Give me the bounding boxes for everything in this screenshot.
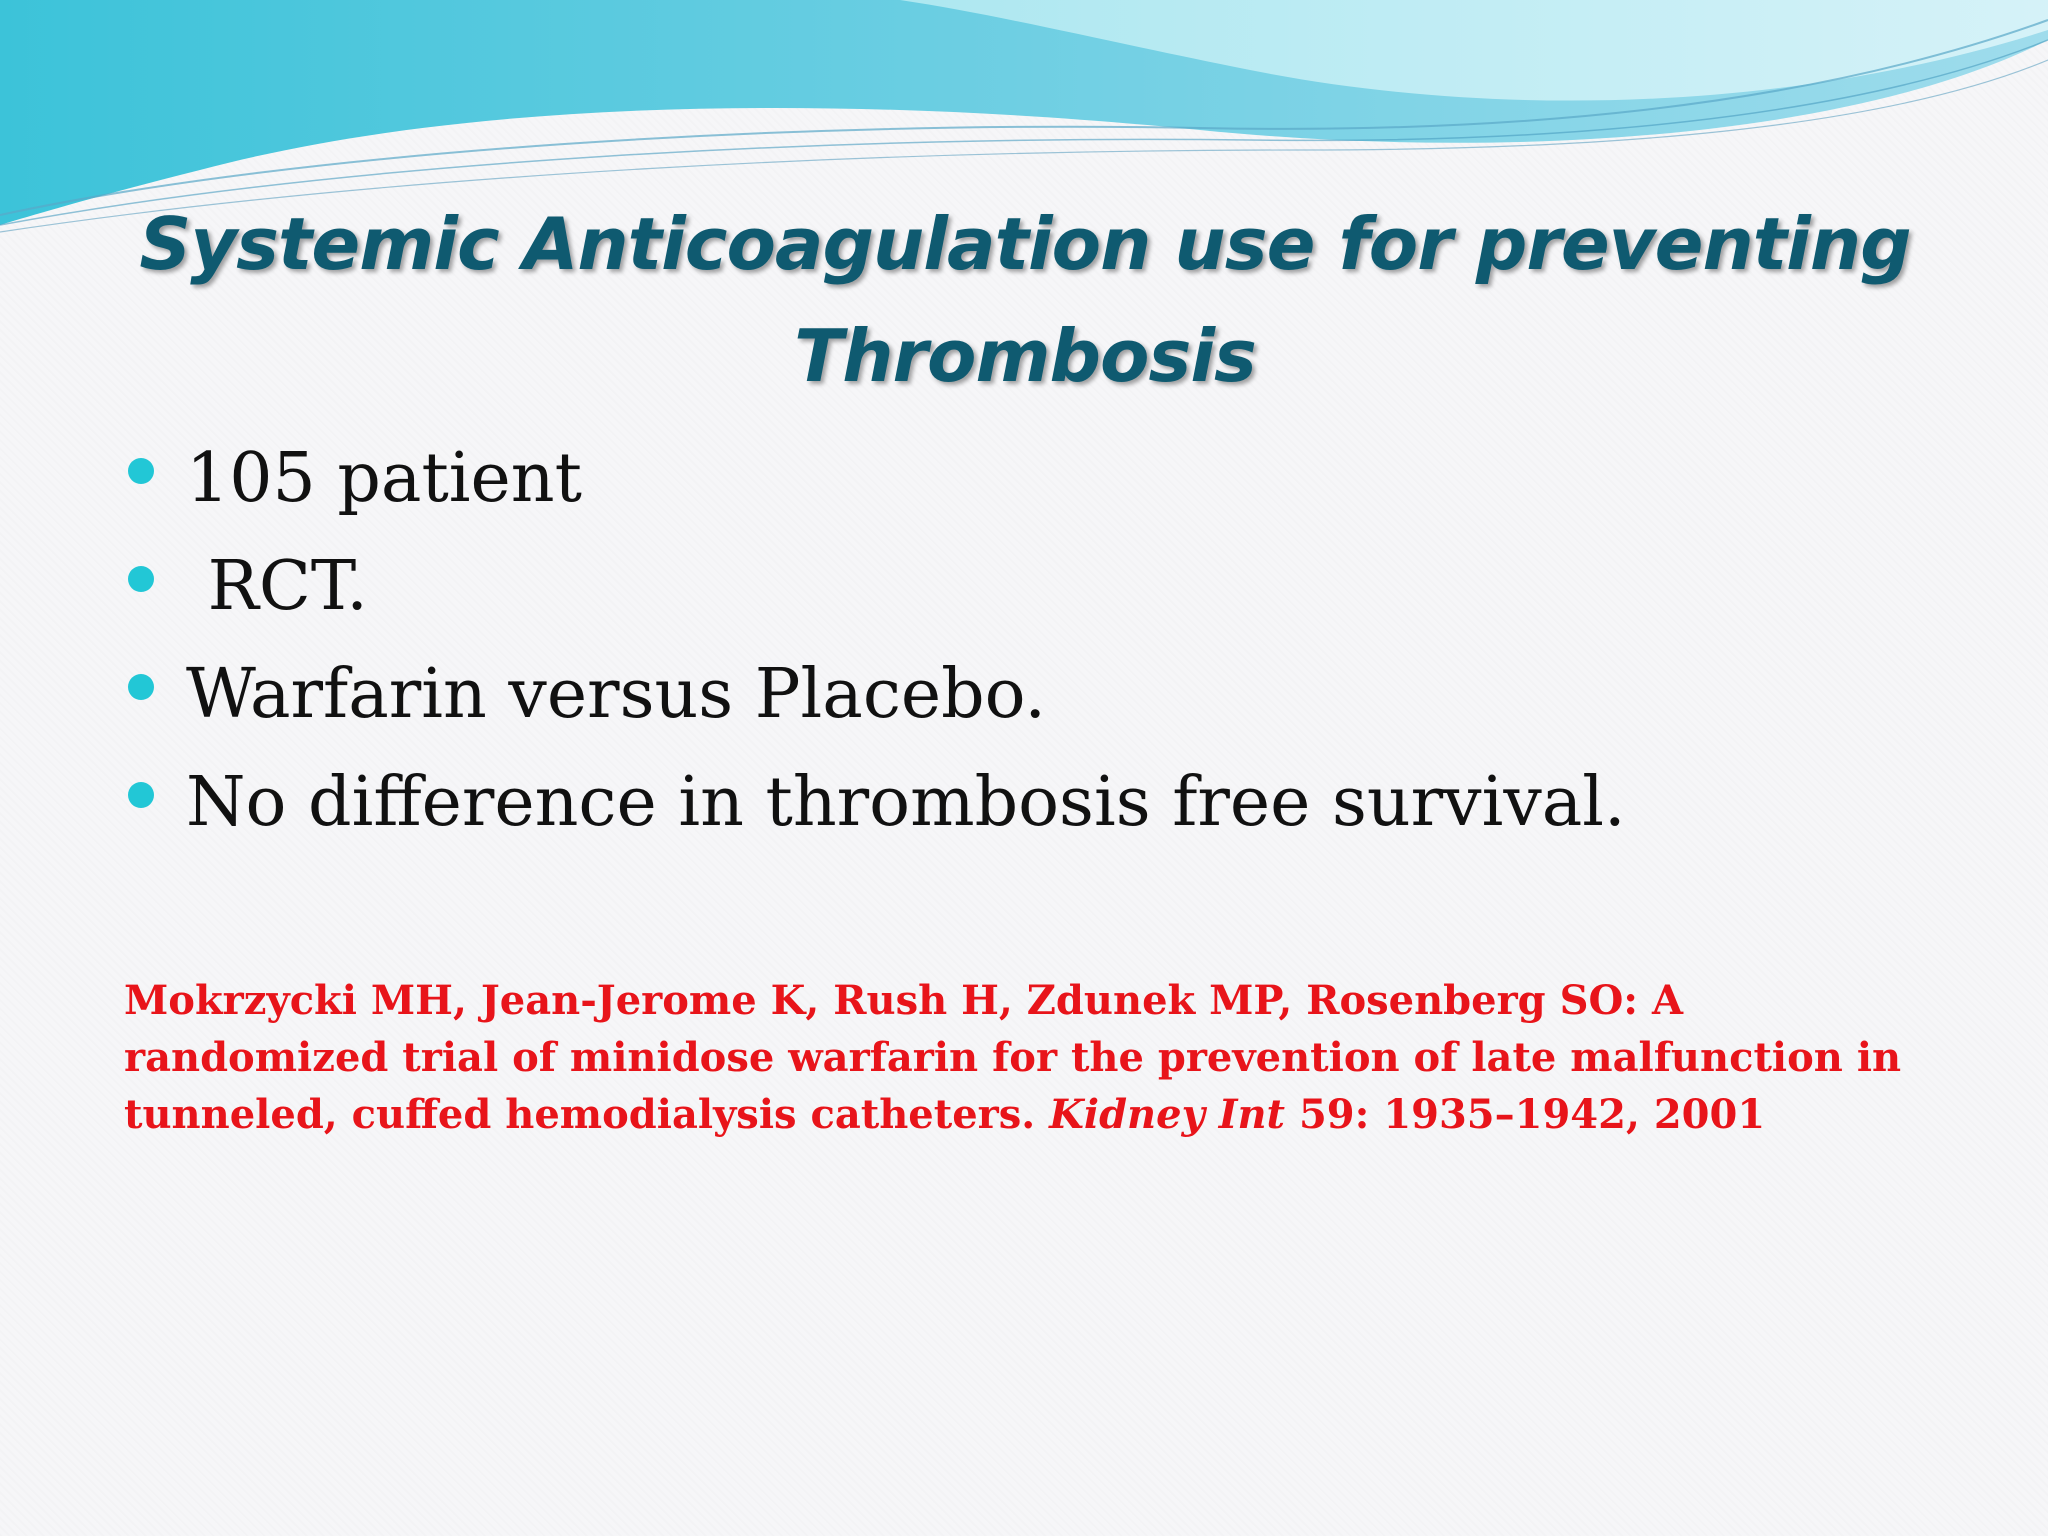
citation-journal: Kidney Int xyxy=(1049,1091,1286,1138)
bullet-list xyxy=(128,424,1626,856)
citation-text: Mokrzycki MH, Jean-Jerome K, Rush H, Zdunek MP, Rosenberg SO: A randomized trial of minidose warfarin for the prevention of late malfunction in tunneled, cuffed hemodialysis catheters. xyxy=(124,977,1902,1138)
bullet-item xyxy=(128,532,1626,640)
bullet-item xyxy=(128,748,1626,856)
bullet-text: No difference in thrombosis free survival. xyxy=(186,762,1626,842)
slide-title: Systemic Anticoagulation use for preventing Thrombosis xyxy=(139,202,1911,398)
bullet-item xyxy=(128,640,1626,748)
bullet-text: 105 patient xyxy=(186,438,582,518)
bullet-dot-icon xyxy=(128,674,154,700)
bullet-dot-icon xyxy=(128,782,154,808)
citation xyxy=(124,972,1944,1143)
bullet-item xyxy=(128,424,1626,532)
bullet-dot-icon xyxy=(128,566,154,592)
bullet-text: Warfarin versus Placebo. xyxy=(186,654,1047,734)
citation-details: 59: 1935–1942, 2001 xyxy=(1285,1091,1766,1138)
bullet-text: RCT. xyxy=(186,546,368,626)
bullet-dot-icon xyxy=(128,458,154,484)
